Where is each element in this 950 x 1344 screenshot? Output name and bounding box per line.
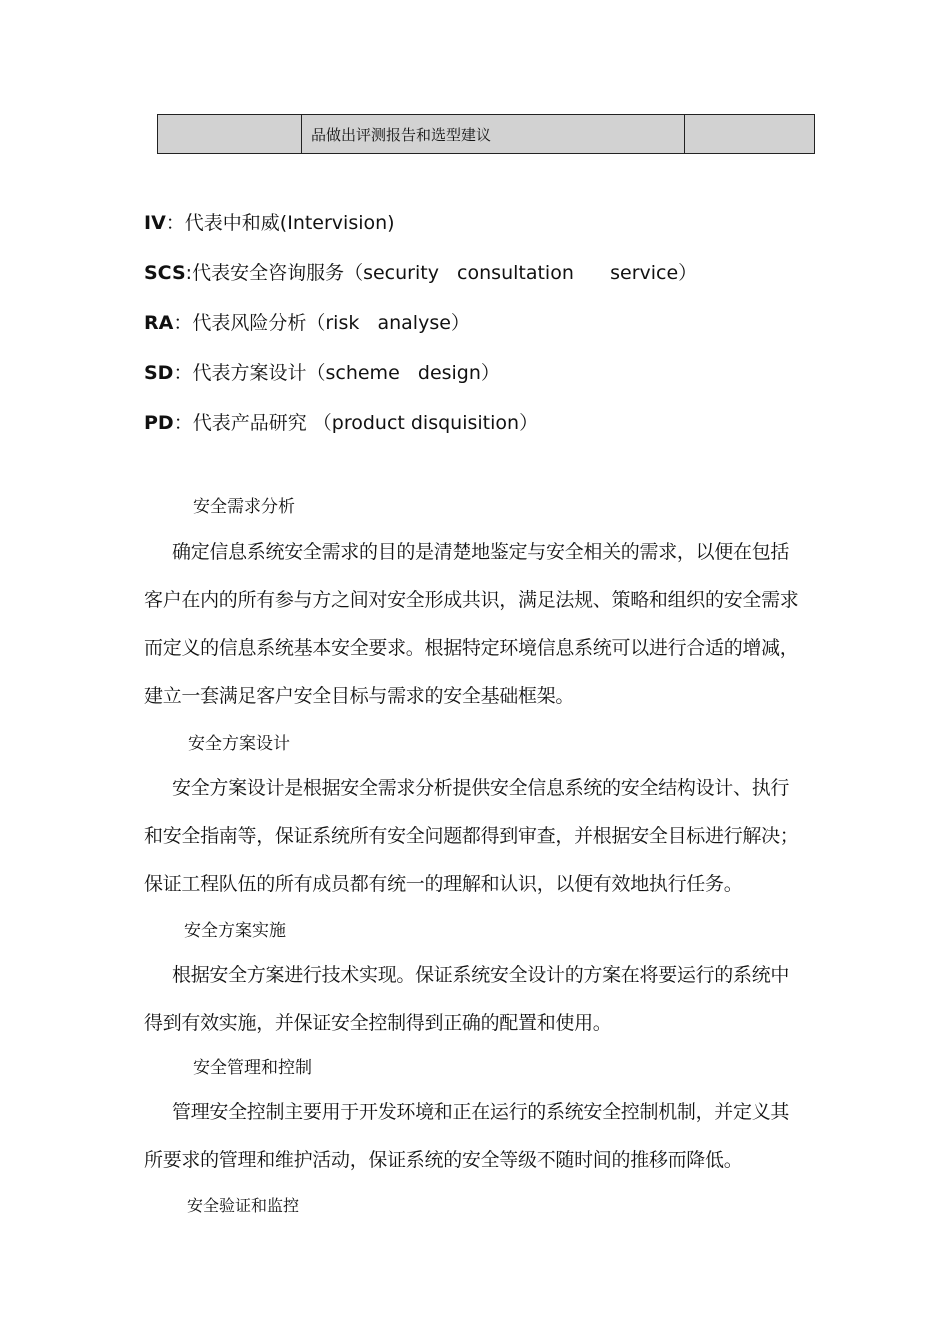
table-cell-middle: 品做出评测报告和选型建议 — [302, 115, 685, 154]
table-fragment — [157, 114, 815, 154]
abbreviation-separator: : — [185, 262, 193, 284]
abbreviation-line — [144, 411, 538, 435]
section-paragraph — [144, 1088, 812, 1184]
table-cell-right — [685, 115, 815, 154]
table-row — [158, 115, 815, 154]
abbreviation-text: 代表产品研究 （product disquisition） — [192, 412, 539, 434]
abbreviation-key: PD — [144, 412, 174, 434]
paragraph-line: 管理安全控制主要用于开发环境和正在运行的系统安全控制机制，并定义其 — [172, 1101, 790, 1123]
abbreviation-separator: ： — [173, 412, 193, 434]
abbreviation-separator: ： — [173, 362, 193, 384]
abbreviation-separator: ： — [173, 312, 193, 334]
abbreviation-text: 代表中和威(Intervision) — [184, 212, 395, 234]
table-cell-left — [158, 115, 302, 154]
section-heading: 安全管理和控制 — [193, 1058, 312, 1078]
paragraph-line: 而定义的信息系统基本安全要求。根据特定环境信息系统可以进行合适的增减， — [144, 637, 799, 659]
abbreviation-key: RA — [144, 312, 174, 334]
section-heading: 安全方案实施 — [184, 921, 286, 941]
abbreviation-key: SCS — [144, 262, 186, 284]
abbreviation-key: SD — [144, 362, 174, 384]
abbreviation-key: IV — [144, 212, 166, 234]
abbreviation-line — [144, 361, 500, 385]
section-heading: 安全需求分析 — [193, 497, 295, 517]
section-paragraph — [144, 764, 812, 908]
paragraph-line: 根据安全方案进行技术实现。保证系统安全设计的方案在将要运行的系统中 — [172, 964, 790, 986]
section-paragraph — [144, 528, 812, 720]
abbreviation-line — [144, 311, 470, 335]
abbreviation-line — [144, 261, 697, 285]
abbreviation-text: 代表方案设计（scheme design） — [192, 362, 500, 384]
paragraph-line: 得到有效实施，并保证安全控制得到正确的配置和使用。 — [144, 1012, 612, 1034]
section-paragraph — [144, 951, 812, 1047]
section-heading: 安全方案设计 — [188, 734, 290, 754]
paragraph-line: 客户在内的所有参与方之间对安全形成共识，满足法规、策略和组织的安全需求 — [144, 589, 799, 611]
abbreviation-line — [144, 211, 395, 235]
section-heading: 安全验证和监控 — [187, 1196, 300, 1215]
abbreviation-separator: ： — [165, 212, 185, 234]
paragraph-line: 和安全指南等，保证系统所有安全问题都得到审查，并根据安全目标进行解决； — [144, 825, 799, 847]
paragraph-line: 保证工程队伍的所有成员都有统一的理解和认识，以便有效地执行任务。 — [144, 873, 743, 895]
paragraph-line: 所要求的管理和维护活动，保证系统的安全等级不随时间的推移而降低。 — [144, 1149, 743, 1171]
paragraph-line: 安全方案设计是根据安全需求分析提供安全信息系统的安全结构设计、执行 — [172, 777, 790, 799]
abbreviation-text: 代表风险分析（risk analyse） — [192, 312, 470, 334]
paragraph-line: 确定信息系统安全需求的目的是清楚地鉴定与安全相关的需求，以便在包括 — [172, 541, 790, 563]
paragraph-line: 建立一套满足客户安全目标与需求的安全基础框架。 — [144, 685, 575, 707]
abbreviation-text: 代表安全咨询服务（security consultation service） — [192, 262, 698, 284]
